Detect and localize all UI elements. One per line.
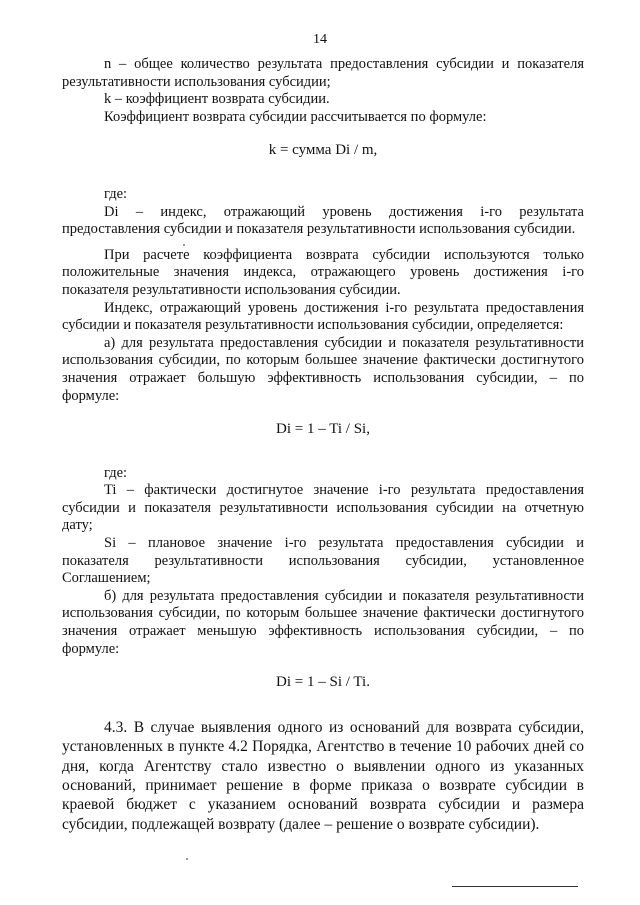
paragraph-case-b: б) для результата предоставления субсидии и показателя результативности использования субсидии, по которым большее значение фактически достигнутого значения отражает меньшую эффективность использования субсидии, – по формуле: xyxy=(62,587,584,657)
paragraph-n-definition: n – общее количество результата предоставления субсидии и показателя результативности использования субсидии; xyxy=(62,56,584,90)
paragraph-ti-definition: Ti – фактически достигнутое значение i-го результата предоставления субсидии и показателя результативности использования субсидии на отчетную дату; xyxy=(62,482,584,534)
page-number: 14 xyxy=(313,32,327,47)
paragraph-si-definition: Si – плановое значение i-го результата предоставления субсидии и показателя результативности использования субсидии, установленное Соглашением; xyxy=(62,535,584,587)
formula-a: Di = 1 – Ti / Si, xyxy=(276,421,370,438)
scan-speck xyxy=(186,858,188,860)
footer-rule xyxy=(452,886,578,887)
where-label-1: где: xyxy=(104,185,128,202)
paragraph-k-definition: k – коэффициент возврата субсидии. xyxy=(104,91,330,108)
formula-k: k = сумма Di / m, xyxy=(268,142,378,159)
formula-b: Di = 1 – Si / Ti. xyxy=(276,674,370,691)
paragraph-di-definition: Di – индекс, отражающий уровень достижения i-го результата предоставления субсидии и показателя результативности использования субсидии. xyxy=(62,203,584,238)
paragraph-coefficient-intro: Коэффициент возврата субсидии рассчитывается по формуле: xyxy=(104,108,487,125)
scan-speck xyxy=(183,244,185,246)
paragraph-index-intro: Индекс, отражающий уровень достижения i-го результата предоставления субсидии и показателя результативности использования субсидии, определяется: xyxy=(62,299,584,334)
where-label-2: где: xyxy=(104,464,128,481)
document-body xyxy=(62,56,584,834)
paragraph-case-a: а) для результата предоставления субсидии и показателя результативности использования субсидии, по которым большее значение фактически достигнутого значения отражает большую эффективность использования субсидии, – по формуле: xyxy=(62,334,584,404)
paragraph-calculation-note: При расчете коэффициента возврата субсидии используются только положительные значения индекса, отражающего уровень достижения i-го показателя результативности использования субсидии. xyxy=(62,246,584,298)
paragraph-4-3: 4.3. В случае выявления одного из оснований для возврата субсидии, установленных в пункте 4.2 Порядка, Агентство в течение 10 рабочих дней со дня, когда Агентству стало известно о выявлении одного из указанных оснований, принимает решение в форме приказа о возврате субсидии в краевой бюджет с указанием оснований возврата субсидии и размера субсидии, подлежащей возврату (далее – решение о возврате субсидии). xyxy=(62,718,584,833)
